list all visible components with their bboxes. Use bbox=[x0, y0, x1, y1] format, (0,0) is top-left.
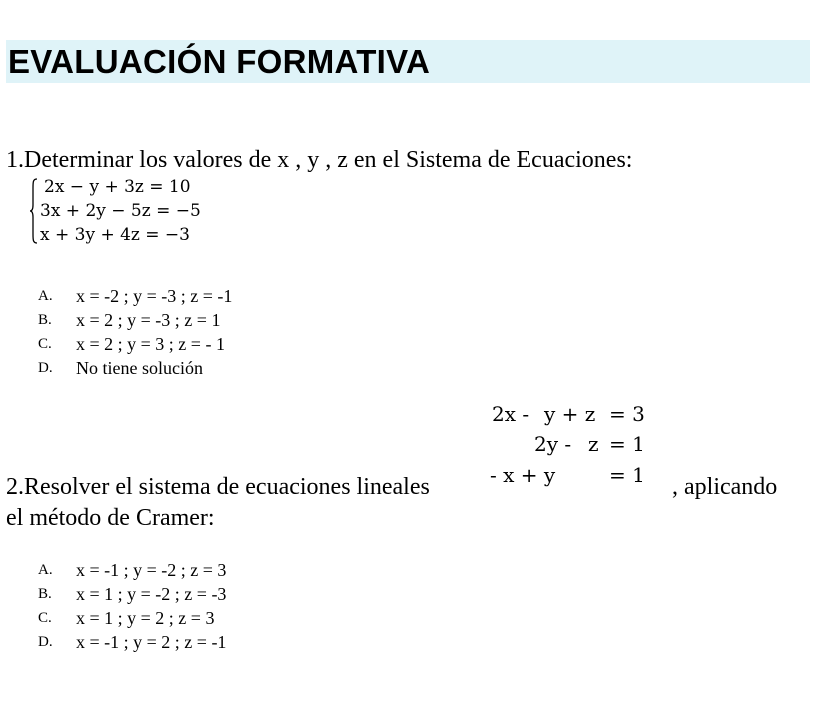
option-letter: C. bbox=[38, 336, 52, 352]
equation-term: z bbox=[588, 432, 599, 456]
option-letter: B. bbox=[38, 586, 52, 602]
option-text: x = 1 ; y = -2 ; z = -3 bbox=[76, 584, 227, 604]
option-text: x = -2 ; y = -3 ; z = -1 bbox=[76, 286, 233, 306]
option-text: x = 1 ; y = 2 ; z = 3 bbox=[76, 608, 215, 628]
question-2-text-continued: , aplicando bbox=[672, 474, 778, 500]
equation-term: = 3 bbox=[609, 402, 645, 426]
option-letter: A. bbox=[38, 288, 53, 304]
equation-system-2 bbox=[488, 400, 663, 495]
option-text: x = 2 ; y = -3 ; z = 1 bbox=[76, 310, 221, 330]
question-2-text-line2: el método de Cramer: bbox=[6, 505, 215, 531]
option-text: x = 2 ; y = 3 ; z = - 1 bbox=[76, 334, 225, 354]
page-title: EVALUACIÓN FORMATIVA bbox=[8, 43, 431, 80]
equation-term: 2x - bbox=[492, 402, 530, 426]
equation-row: 2x − y + 3z = 10 bbox=[44, 177, 191, 197]
option-letter: B. bbox=[38, 312, 52, 328]
option-text: No tiene solución bbox=[76, 358, 203, 378]
option-letter: D. bbox=[38, 634, 53, 650]
equation-term: - x + y bbox=[490, 463, 556, 487]
option-letter: D. bbox=[38, 360, 53, 376]
equation-term: 2y - bbox=[534, 432, 572, 456]
equation-row: x + 3y + 4z = −3 bbox=[40, 225, 190, 245]
equation-term: = 1 bbox=[609, 432, 645, 456]
question-1-text: 1.Determinar los valores de x , y , z en el Sistema de Ecuaciones: bbox=[6, 147, 633, 173]
question-2-text: 2.Resolver el sistema de ecuaciones lineales bbox=[6, 474, 430, 500]
option-letter: A. bbox=[38, 562, 53, 578]
option-text: x = -1 ; y = -2 ; z = 3 bbox=[76, 560, 227, 580]
equation-term: y + z bbox=[544, 402, 596, 426]
option-letter: C. bbox=[38, 610, 52, 626]
option-text: x = -1 ; y = 2 ; z = -1 bbox=[76, 632, 227, 652]
equation-term: = 1 bbox=[609, 463, 645, 487]
left-brace-icon bbox=[30, 178, 38, 244]
equation-row: 3x + 2y − 5z = −5 bbox=[40, 201, 201, 221]
